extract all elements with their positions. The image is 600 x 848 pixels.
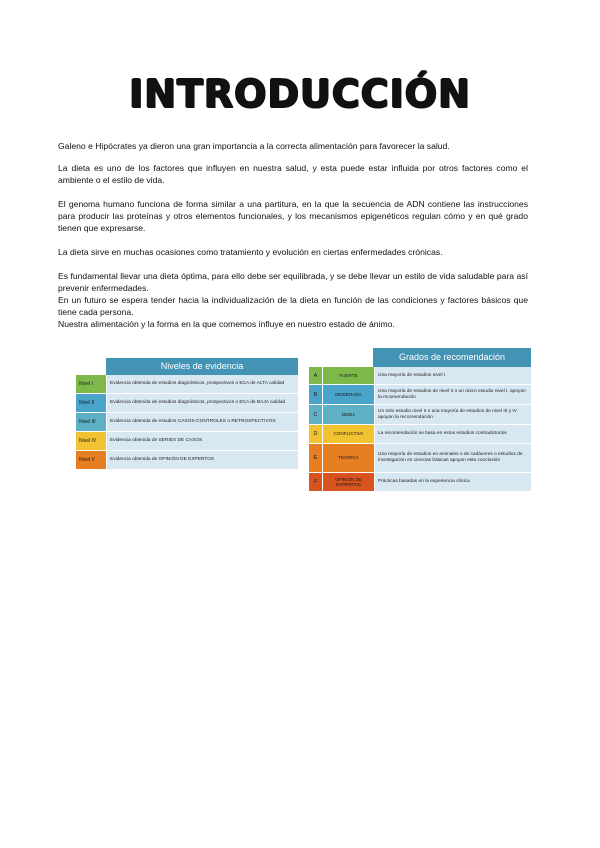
grade-letter-cell: C [309, 405, 322, 424]
paragraph-7: Nuestra alimentación y la forma en la que comemos influye en nuestro estado de ánimo. [58, 319, 395, 329]
paragraph-1: Galeno e Hipócrates ya dieron una gran importancia a la correcta alimentación para favorecer la salud. [58, 141, 450, 151]
grade-name-cell: CONFLICTIVA [322, 425, 374, 443]
paragraph-2: La dieta es uno de los factores que influyen en nuestra salud, y esta puede estar influida por otros factores como el ambiente o el estilo de vida. [58, 163, 528, 185]
paragraph-6: En un futuro se espera tender hacia la individualización de la dieta en función de las condiciones y factores básicos que tiene cada persona. [58, 295, 528, 317]
grade-description-cell: Una mayoría de estudios de nivel II o un único estudio nivel I, apoyan la recomendación [374, 385, 531, 404]
grade-description-cell: Una mayoría de estudios en animales o de cadáveres o estudios de investigación en ciencias básicas apoyan esta conclusión [374, 444, 531, 472]
recommendation-grades-table [309, 348, 531, 492]
paragraph-4: La dieta sirve en muchas ocasiones como tratamiento y evolución en ciertas enfermedades crónicas. [58, 247, 443, 257]
evidence-description-cell: Evidencia obtenida de estudios diagnósticos, prospectivos o ECA de ALTA calidad [106, 375, 298, 393]
grade-name-cell: FUERTE [322, 367, 374, 384]
evidence-level-cell: Nivel II [76, 394, 106, 412]
grade-letter-cell: D [309, 425, 322, 443]
grade-letter-cell: A [309, 367, 322, 384]
evidence-table-row [76, 394, 298, 413]
evidence-description-cell: Evidencia obtenida de estudios CASOS-CONTROLES o RETROSPECTIVOS [106, 413, 298, 431]
grade-description-cell: La recomendación se basa en estos estudios contradictorios [374, 425, 531, 443]
page-title: INTRODUCCIÓN [129, 72, 471, 116]
evidence-level-cell: Nivel V [76, 451, 106, 469]
recommendation-table-row [309, 385, 531, 405]
evidence-description-cell: Evidencia obtenida de estudios diagnósticos, prospectivos o ECA de BAJA calidad [106, 394, 298, 412]
evidence-table-row [76, 451, 298, 470]
evidence-description-cell: Evidencia obtenida de SERIES DE CASOS [106, 432, 298, 450]
evidence-levels-table [76, 358, 298, 470]
paragraph-5: Es fundamental llevar una dieta óptima, para ello debe ser equilibrada, y se debe llevar un estilo de vida saludable para así prevenir enfermedades. [58, 271, 528, 293]
evidence-level-cell: Nivel I [76, 375, 106, 393]
grade-name-cell: TEÓRICA [322, 444, 374, 472]
recommendation-table-header: Grados de recomendación [373, 348, 531, 367]
grade-description-cell: Prácticas basadas en la experiencia clínica [374, 473, 531, 491]
grade-description-cell: Una mayoría de estudios nivel I [374, 367, 531, 384]
recommendation-table-row [309, 367, 531, 385]
grade-description-cell: Un solo estudio nivel II o una mayoría de estudios de nivel III y IV apoyan la recomendación [374, 405, 531, 424]
grade-name-cell: DEBIL [322, 405, 374, 424]
evidence-table-row [76, 413, 298, 432]
recommendation-table-row [309, 473, 531, 492]
recommendation-table-row [309, 444, 531, 473]
evidence-table-row [76, 432, 298, 451]
evidence-level-cell: Nivel III [76, 413, 106, 431]
evidence-table-row [76, 375, 298, 394]
grade-name-cell: MODERADA [322, 385, 374, 404]
grade-letter-cell: E [309, 444, 322, 472]
paragraph-3: El genoma humano funciona de forma similar a una partitura, en la que la secuencia de ADN contiene las instrucciones para producir las proteínas y otros elementos funcionales, y los mecanismos epigenéticos regulan cómo y en qué grado tienen que expresarse. [58, 199, 528, 233]
evidence-description-cell: Evidencia obtenida de OPINIÓN DE EXPERTOS [106, 451, 298, 469]
evidence-table-header: Niveles de evidencia [106, 358, 298, 375]
evidence-level-cell: Nivel IV [76, 432, 106, 450]
grade-name-cell: OPINIÓN DE EXPERTOS [322, 473, 374, 491]
recommendation-table-row [309, 425, 531, 444]
grade-letter-cell: F [309, 473, 322, 491]
grade-letter-cell: B [309, 385, 322, 404]
recommendation-table-row [309, 405, 531, 425]
